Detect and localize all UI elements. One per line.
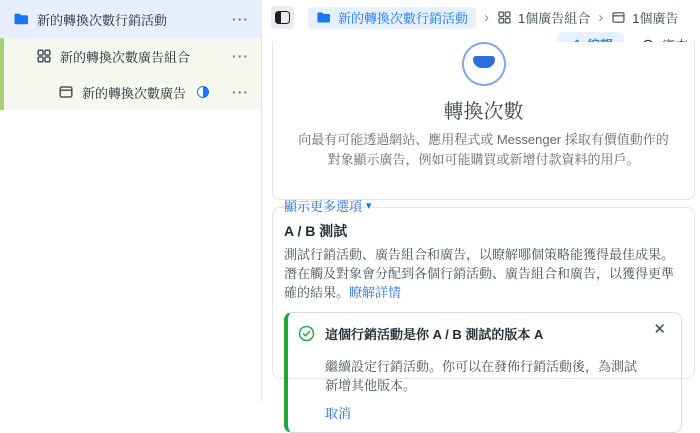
campaign-tree-sidebar xyxy=(0,0,262,401)
notice-title: 這個行銷活動是你 A / B 測試的版本 A xyxy=(325,326,544,342)
campaign-label: 新的轉換次數行銷活動 xyxy=(37,12,168,28)
main-pane xyxy=(263,0,700,421)
scroll-content xyxy=(263,57,700,421)
adset-menu-button[interactable]: ··· xyxy=(232,48,249,64)
breadcrumb-adset-label: 1個廣告組合 xyxy=(518,11,591,26)
chevron-down-icon: ▾ xyxy=(366,200,372,212)
folder-icon xyxy=(316,10,332,26)
draft-items-group xyxy=(0,38,261,110)
ad-label: 新的轉換次數廣告 xyxy=(82,85,187,101)
notice-body: 繼續設定行銷活動。你可以在發佈行銷活動後，為測試新增其他版本。 xyxy=(325,358,638,393)
sidebar-toggle-button[interactable] xyxy=(271,6,294,29)
campaign-menu-button[interactable]: ··· xyxy=(232,11,249,27)
folder-icon xyxy=(13,11,29,27)
objective-description: 向最有可能透過網站、應用程式或 Messenger 採取有價值動作的 對象顯示廣告，例如可能購買或新增付款資料的用戶。 xyxy=(298,132,669,167)
breadcrumb-bar xyxy=(263,0,700,30)
ab-test-title: A / B 測試 xyxy=(284,223,348,239)
sidebar-item-ad[interactable] xyxy=(4,74,261,110)
conversions-objective-icon xyxy=(462,42,506,86)
sidebar-item-adset[interactable] xyxy=(4,38,261,74)
notice-content xyxy=(325,324,637,422)
cancel-link[interactable]: 取消 xyxy=(325,405,352,421)
breadcrumb-campaign[interactable] xyxy=(308,7,476,29)
ad-menu-button[interactable]: ··· xyxy=(232,84,249,100)
sidebar-toggle-icon xyxy=(275,11,290,24)
ad-frame-icon xyxy=(611,10,627,26)
half-filled-circle-icon xyxy=(197,86,209,98)
breadcrumb-campaign-label: 新的轉換次數行銷活動 xyxy=(338,11,469,26)
chevron-right-icon: › xyxy=(598,9,604,26)
adset-grid-icon xyxy=(36,48,52,64)
ad-frame-icon xyxy=(58,84,74,100)
check-circle-icon xyxy=(298,325,315,342)
breadcrumb-ad-label: 1個廣告 xyxy=(632,11,679,26)
breadcrumb-adset[interactable] xyxy=(497,8,590,27)
sidebar-item-campaign[interactable] xyxy=(0,0,261,38)
breadcrumb-ad[interactable] xyxy=(611,8,678,27)
adset-grid-icon xyxy=(497,10,513,26)
objective-card xyxy=(272,42,695,214)
learn-more-link[interactable]: 瞭解詳情 xyxy=(349,284,402,300)
objective-title: 轉換次數 xyxy=(443,101,524,123)
ab-test-description: 測試行銷活動、廣告組合和廣告，以瞭解哪個策略能獲得最佳成果。潛在觸及對象會分配到各個行銷活動、廣告組合和廣告，以獲得更準確的結果。瞭解詳情 xyxy=(284,247,675,300)
ab-version-notice xyxy=(284,312,682,433)
ab-test-card xyxy=(272,207,695,421)
chevron-right-icon: › xyxy=(484,9,490,26)
close-icon[interactable]: ✕ xyxy=(653,320,666,338)
adset-label: 新的轉換次數廣告組合 xyxy=(60,49,191,65)
show-more-options-link[interactable]: 顯示更多選項 ▾ xyxy=(284,199,372,214)
